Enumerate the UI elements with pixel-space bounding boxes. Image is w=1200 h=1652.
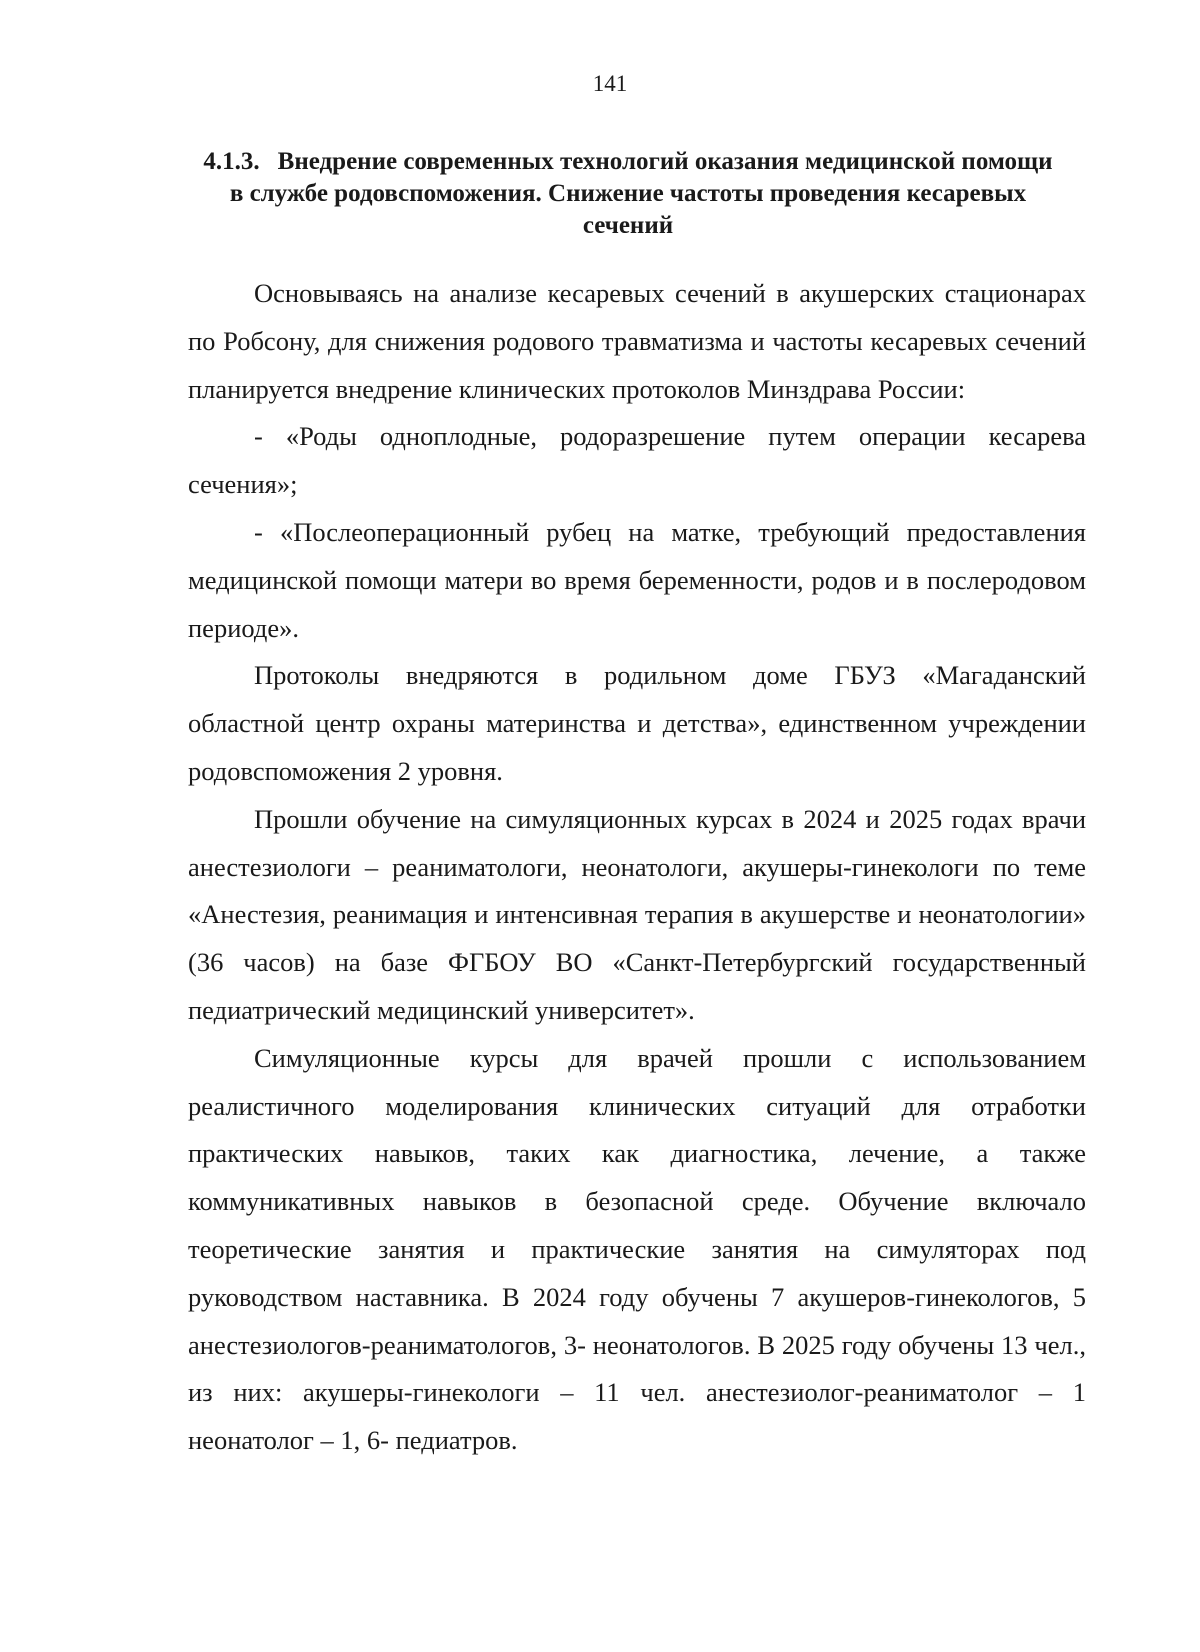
paragraph-simulation-courses: Симуляционные курсы для врачей прошли с использованием реалистичного моделирования клинических ситуаций для отработки практических навыков, таких как диагностика, лечение, а также коммуникативных навыков в безопасной среде. Обучение включало теоретические занятия и практические занятия на симуляторах под руководством наставника. В 2024 году обучены 7 акушеров-гинекологов, 5 анестезиологов-реаниматологов, 3- неонатологов. В 2025 году обучены 13 чел., из них: акушеры-гинекологи – 11 чел. анестезиолог-реаниматолог – 1 неонатолог – 1, 6- педиатров. [188, 1042, 1086, 1456]
paragraph-robson-analysis: Основываясь на анализе кесаревых сечений в акушерских стационарах по Робсону, для снижения родового травматизма и частоты кесаревых сечений планируется внедрение клинических протоколов Минздрава России: [188, 278, 1086, 404]
page-number: 141 [592, 71, 628, 96]
section-heading [198, 146, 1058, 242]
body-text [188, 270, 1086, 1465]
paragraph-protocols-implementation: Протоколы внедряются в родильном доме ГБУЗ «Магаданский областной центр охраны материнства и детства», единственном учреждении родовспоможения 2 уровня. [188, 660, 1086, 786]
paragraph-simulation-training: Прошли обучение на симуляционных курсах в 2024 и 2025 годах врачи анестезиологи – реаниматологи, неонатологи, акушеры-гинекологи по теме «Анестезия, реанимация и интенсивная терапия в акушерстве и неонатологии» (36 часов) на базе ФГБОУ ВО «Санкт-Петербургский государственный педиатрический медицинский университет». [188, 803, 1086, 1025]
paragraph-protocol-uterine-scar: - «Послеоперационный рубец на матке, требующий предоставления медицинской помощи матери во время беременности, родов и в послеродовом периоде». [188, 516, 1086, 643]
section-number: 4.1.3. [203, 148, 260, 175]
section-title: Внедрение современных технологий оказания медицинской помощи в службе родовспоможения. Снижение частоты проведения кесаревых сечений [229, 148, 1053, 239]
paragraph-protocol-singleton-birth: - «Роды одноплодные, родоразрешение путем операции кесарева сечения»; [188, 421, 1086, 500]
